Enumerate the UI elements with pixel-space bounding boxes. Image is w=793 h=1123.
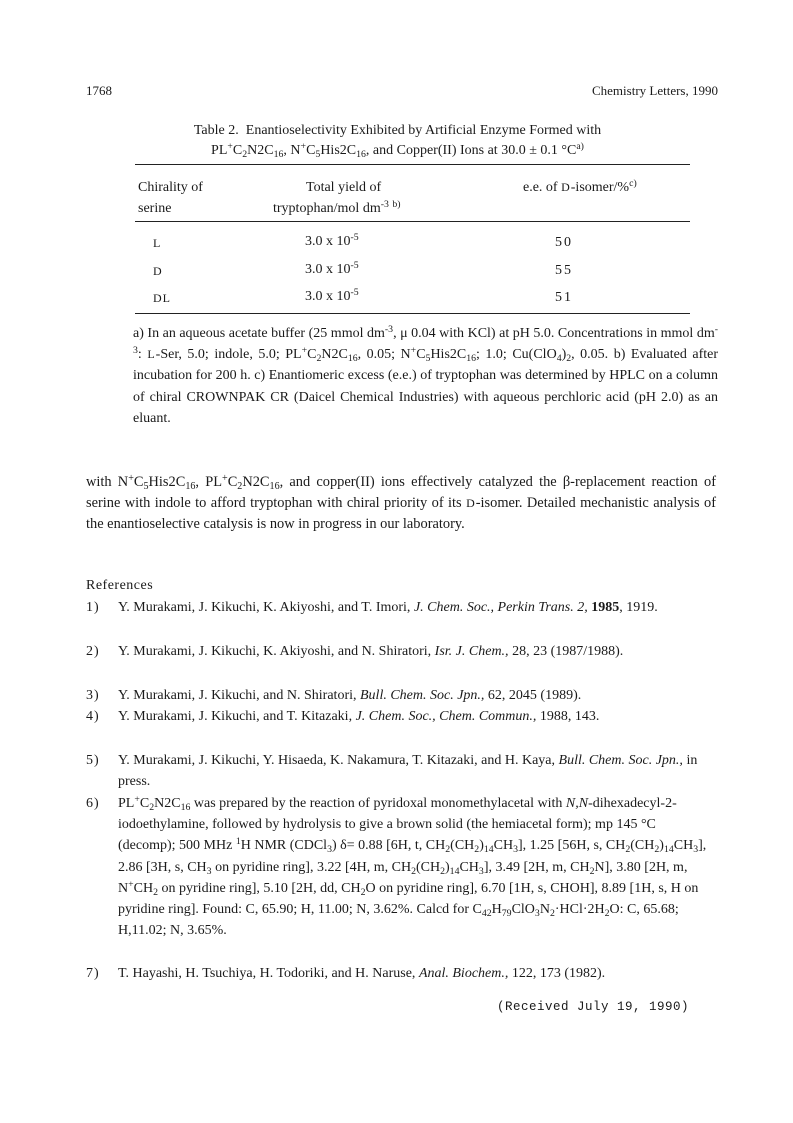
- reference-number: 5): [86, 753, 100, 768]
- reference-item: [86, 641, 716, 662]
- table-bottom-rule: [135, 313, 690, 314]
- cell-ee: 50: [555, 235, 573, 250]
- reference-text: Y. Murakami, J. Kikuchi, Y. Hisaeda, K. Nakamura, T. Kitazaki, and H. Kaya, Bull. Chem. Soc. Jpn., in press.: [118, 753, 698, 790]
- received-date: (Received July 19, 1990): [497, 1000, 690, 1014]
- reference-text: Y. Murakami, J. Kikuchi, and T. Kitazaki, J. Chem. Soc., Chem. Commun., 1988, 143.: [118, 709, 600, 724]
- cell-yield: 3.0 x $10^{-5}$: [305, 260, 359, 277]
- reference-text: $PL^+C_2N2C_{16}$ was prepared by the reaction of pyridoxal monomethylacetal with N,N-dihexadecyl-2-iodoethylamine, followed by hydrolysis to give a brown solid (the hemiacetal form); mp 145 °C (decomp); 500 MHz $^1$H NMR (CDCl$_3$) δ= 0.88 [6H, t, $CH_2(CH_2)_{14}CH_3$], 1.25 [56H, s, $CH_2(CH_2)_{14}CH_3$], 2.86 [3H, s, $CH_3$ on pyridine ring], 3.22 [4H, m, $CH_2(CH_2)_{14}CH_3$], 3.49 [2H, m, $CH_2N$], 3.80 [2H, m, $N^+CH_2$ on pyridine ring], 5.10 [2H, dd, $CH_2O$ on pyridine ring], 6.70 [1H, s, CHOH], 8.89 [1H, s, H on pyridine ring]. Found: C, 65.90; H, 11.00; N, 3.62%. Calcd for $C_{42}H_{79}ClO_3N_2\cdot HCl\cdot 2H_2O$: C, 65.68; H,11.02; N, 3.65%.: [118, 794, 707, 939]
- col-header-ee: e.e. of D-isomer/%$^{c)}$: [523, 178, 637, 195]
- reference-item: [86, 963, 716, 984]
- reference-number: 1): [86, 600, 100, 615]
- reference-item: [86, 685, 716, 706]
- table-caption: [135, 121, 660, 161]
- reference-number: 7): [86, 966, 100, 981]
- table-footnotes: a) In an aqueous acetate buffer (25 mmol $dm^{-3}$, μ 0.04 with KCl) at pH 5.0. Concentrations in mmol $dm^{-3}$: L-Ser, 5.0; indole, 5.0; $PL^+C_2N2C_{16}$, 0.05; $N^+C_5His2C_{16}$; 1.0; $Cu(ClO_4)_2$, 0.05. b) Evaluated after incubation for 200 h. c) Enantiomeric excess (e.e.) of tryptophan was determined by HPLC on a column of chiral CROWNPAK CR (Daicel Chemical Industries) with aqueous perchloric acid (pH 2.0) as an eluant.: [133, 324, 719, 426]
- table-header-rule: [135, 221, 690, 222]
- reference-text: Y. Murakami, J. Kikuchi, K. Akiyoshi, and N. Shiratori, Isr. J. Chem., 28, 23 (1987/1988).: [118, 644, 624, 659]
- col-header-yield: Total yield of tryptophan/mol $dm^{-3}$ $^{b)}$: [273, 180, 401, 216]
- body-paragraph: with $N^+C_5His2C_{16}$, $PL^+C_2N2C_{16}$, and copper(II) ions effectively catalyzed the β-replacement reaction of serine with indole to afford tryptophan with chiral priority of its D-isomer. Detailed mechanistic analysis of the enantioselective catalysis is now in progress in our laboratory.: [86, 473, 716, 532]
- cell-serine: L: [153, 236, 162, 250]
- reference-text: Y. Murakami, J. Kikuchi, K. Akiyoshi, and T. Imori, J. Chem. Soc., Perkin Trans. 2, 1985, 1919.: [118, 600, 658, 615]
- journal-running-head: Chemistry Letters, 1990: [591, 83, 718, 98]
- table-title-line1: Enantioselectivity Exhibited by Artificial Enzyme Formed with: [245, 123, 602, 138]
- reference-number: 2): [86, 644, 100, 659]
- reference-text: Y. Murakami, J. Kikuchi, and N. Shiratori, Bull. Chem. Soc. Jpn., 62, 2045 (1989).: [118, 688, 582, 703]
- page-number: 1768: [86, 83, 112, 98]
- reference-number: 3): [86, 688, 100, 703]
- reference-item: [86, 597, 716, 618]
- table-title-line2: $PL^+C_2N2C_{16}$, $N^+C_5His2C_{16}$, and Copper(II) Ions at 30.0 ± 0.1 $^\circ C^{a)}$: [211, 141, 584, 160]
- col-header-chirality: Chirality of serine: [138, 180, 203, 216]
- reference-number: 6): [86, 796, 100, 811]
- cell-ee: 55: [555, 263, 573, 278]
- references-heading: References: [86, 578, 154, 593]
- reference-text: T. Hayashi, H. Tsuchiya, H. Todoriki, and H. Naruse, Anal. Biochem., 122, 173 (1982).: [118, 966, 606, 981]
- cell-ee: 51: [555, 290, 573, 305]
- cell-serine: DL: [153, 291, 171, 305]
- reference-item: [86, 793, 716, 941]
- cell-serine: D: [153, 264, 163, 278]
- cell-yield: 3.0 x $10^{-5}$: [305, 287, 359, 304]
- table-label: Table 2.: [193, 123, 239, 138]
- cell-yield: 3.0 x $10^{-5}$: [305, 232, 359, 249]
- reference-number: 4): [86, 709, 100, 724]
- reference-item: [86, 750, 716, 792]
- table-top-rule: [135, 164, 690, 165]
- reference-item: [86, 706, 716, 727]
